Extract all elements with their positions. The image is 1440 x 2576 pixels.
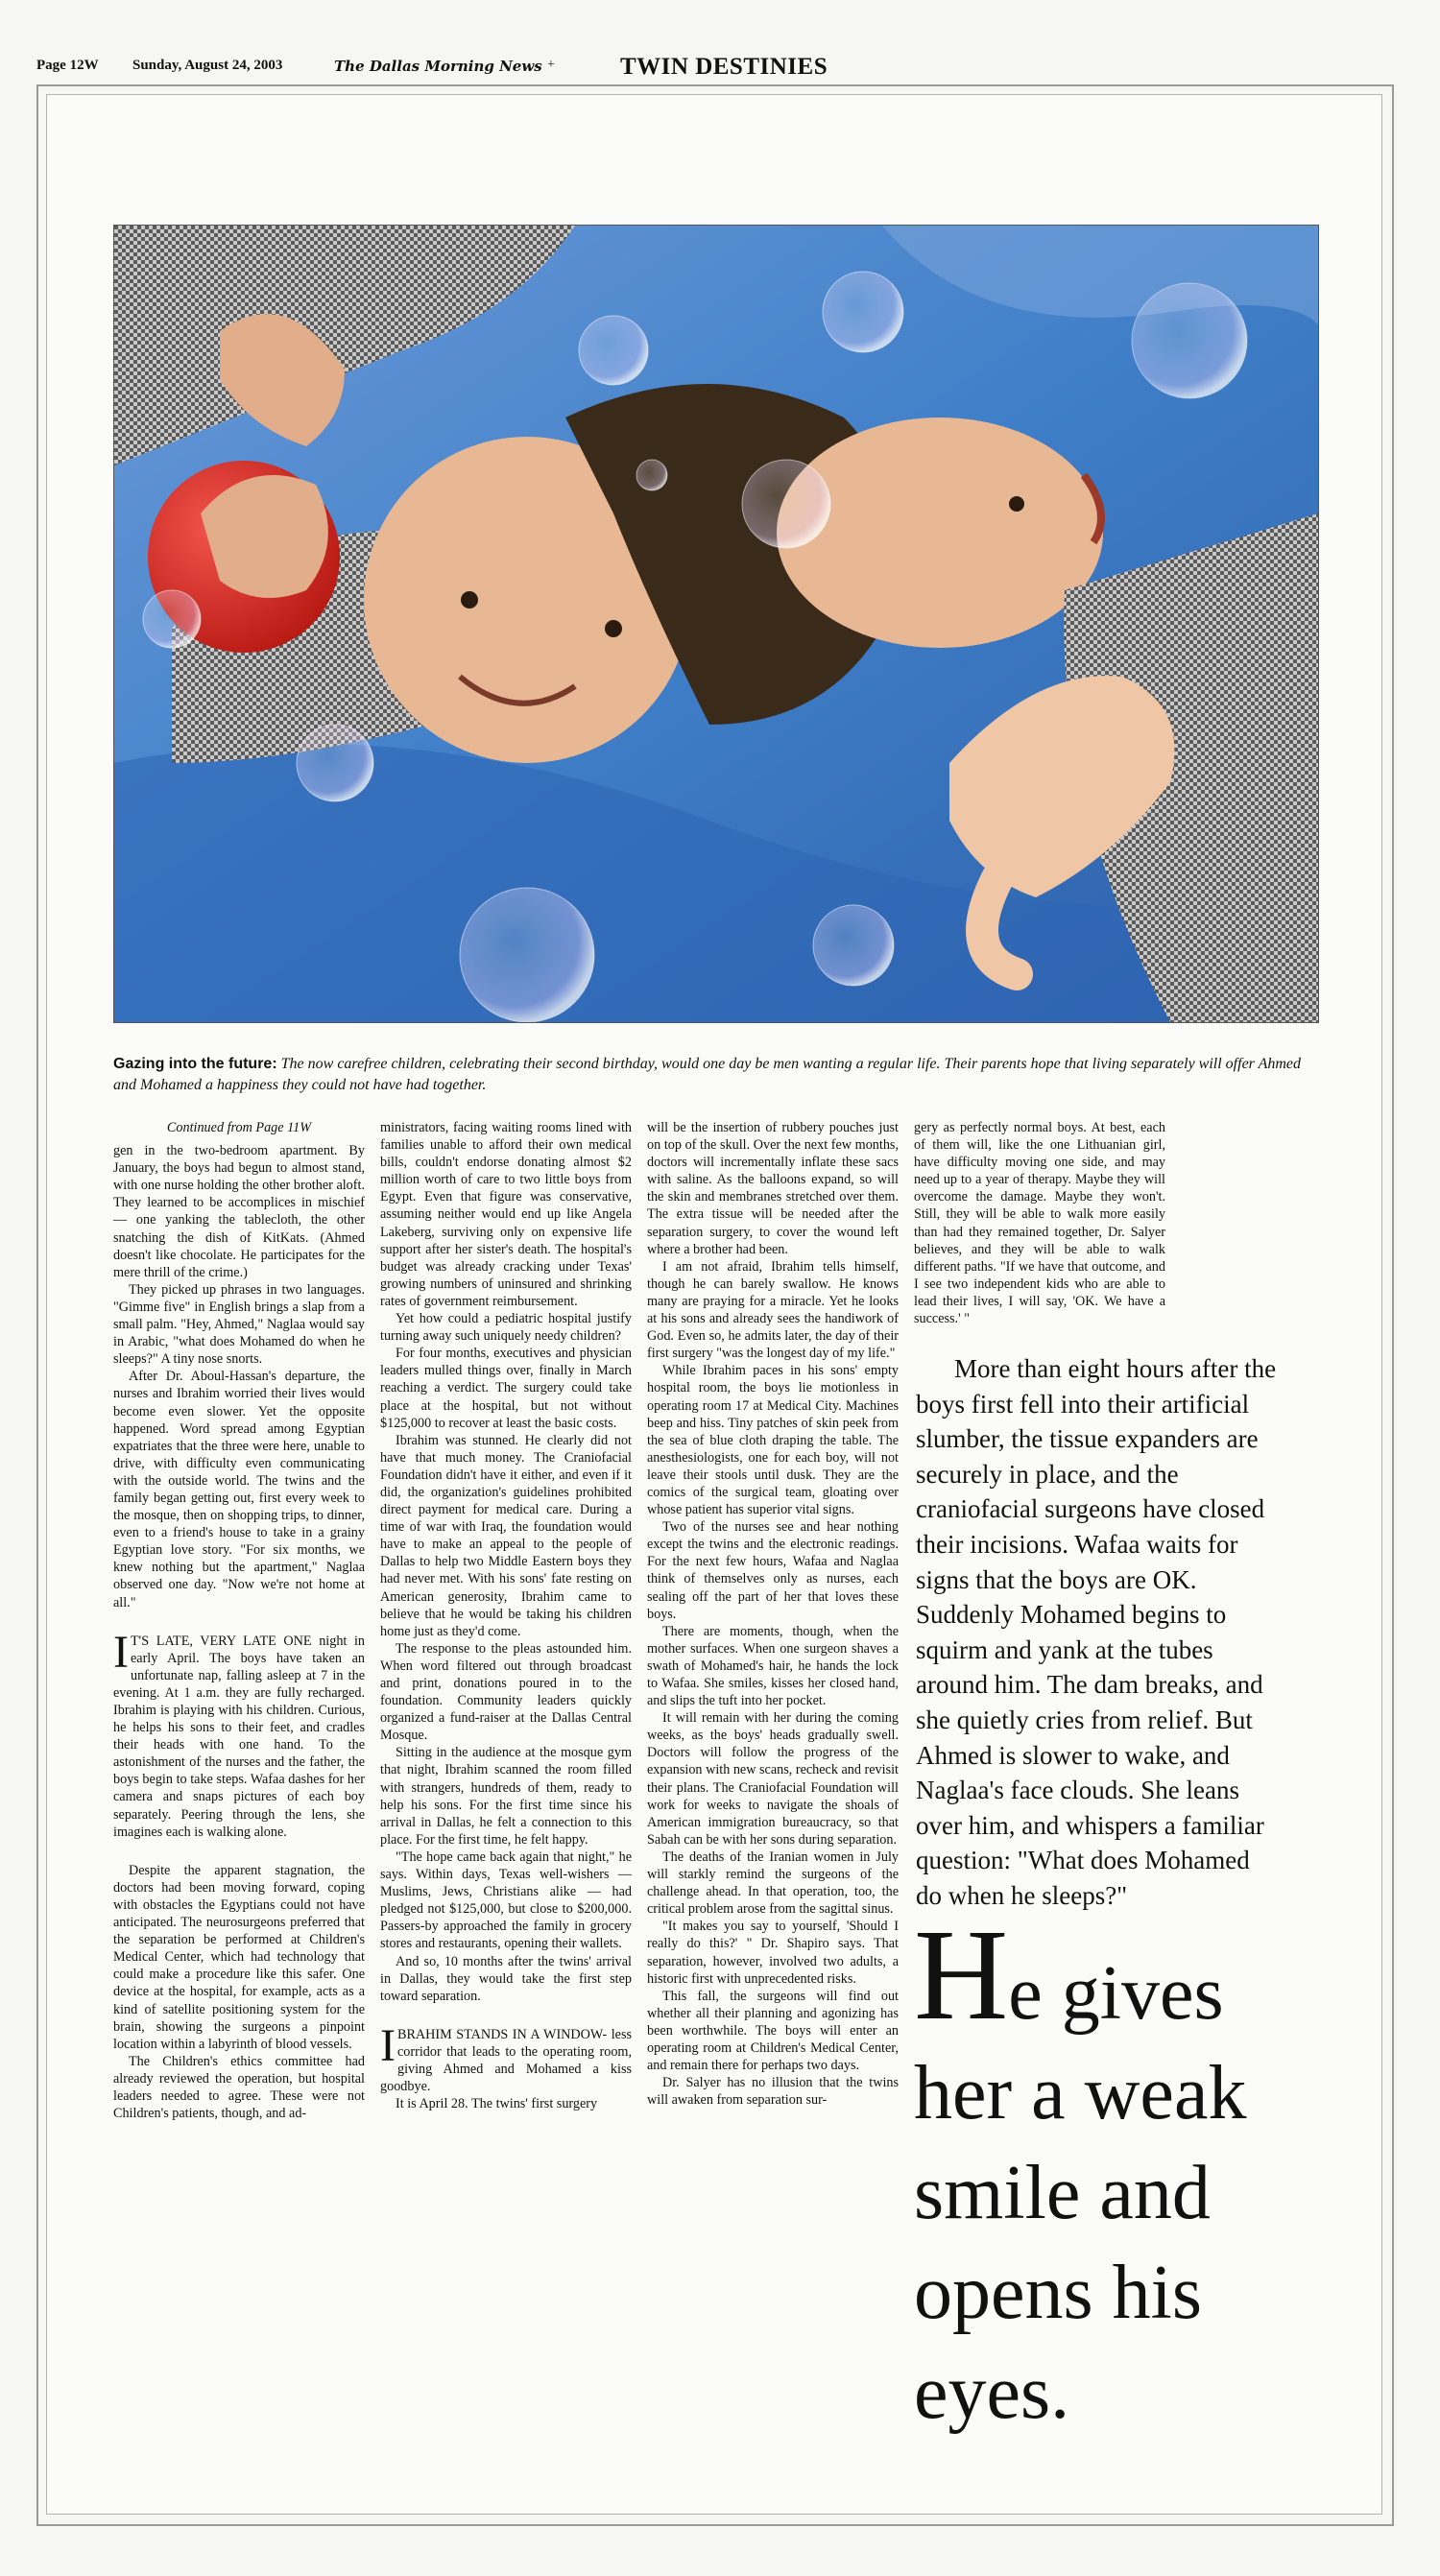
paragraph: The response to the pleas astounded him. When word filtered out through broadcast and print, donations poured in to the foundation. Community leaders quickly organized a fund-raiser at the Dallas Central Mosque.: [380, 1640, 632, 1744]
closing-initial: H: [914, 1903, 1009, 2047]
paragraph: "The hope came back again that night," he says. Within days, Texas well-wishers — Muslims, Jews, Christians alike — had pledged not $125,000, but close to $200,000. Passers-by approached the family in grocery stores and restaurants, opening their wallets.: [380, 1849, 632, 1952]
paragraph: Despite the apparent stagnation, the doctors had been moving forward, coping with obstacles the Egyptians could not have anticipated. The neurosurgeons preferred that the separation be performed at Children's Medical Center, which had technology that could make a procedure like this safer. One device at the hospital, for example, acts as a kind of satellite positioning system for the brain, showing the surgeons a pinpoint location within a labyrinth of blood vessels.: [113, 1862, 365, 2052]
paragraph: ministrators, facing waiting rooms lined with families unable to afford their own medical bills, couldn't endorse donating almost $2 million worth of care to two little boys from Egypt. Even that figure was conservative, assuming neither would end up like Angela Lakeberg, surviving only on expensive life support after her sister's death. The hospital's budget was already cracking under Texas' growing numbers of uninsured and shrinking rates of government reimbursement.: [380, 1120, 632, 1309]
article-column-2: [380, 1119, 632, 2112]
twins-photo: [113, 225, 1319, 1023]
large-type-text: More than eight hours after the boys first fell into their artificial slumber, the tissue expanders are securely in place, and the craniofacial surgeons have closed their incisions. Wafaa waits for signs that the boys are OK. Suddenly Mohamed begins to squirm and yank at the tubes around him. The dam breaks, and she quietly cries from relief. But Ahmed is slower to wake, and Naglaa's face clouds. She leans over him, and whispers a familiar question: "What does Mohamed do when he sleeps?": [916, 1354, 1277, 1910]
paragraph: Sitting in the audience at the mosque gym that night, Ibrahim scanned the room filled with strangers, hundreds of them, ready to help his sons. For the first time since his arrival in Dallas, he felt a connection to this place. For the first time, he felt happy.: [380, 1745, 632, 1848]
photo-caption: [113, 1054, 1323, 1096]
caption-text: The now carefree children, celebrating their second birthday, would one day be men wanting a regular life. Their parents hope that living separately will offer Ahmed and Mohamed a happiness they could not have had together.: [113, 1056, 1302, 1093]
page-number: Page 12W: [36, 58, 99, 73]
lead-in-caps: T'S LATE, VERY LATE ONE: [130, 1633, 312, 1649]
drop-cap: I: [113, 1626, 129, 1678]
paragraph: It is April 28. The twins' first surgery: [396, 2096, 598, 2112]
article-column-1: [113, 1119, 365, 2122]
paragraph: Ibrahim was stunned. He clearly did not have that much money. The Craniofacial Foundation didn't have it either, and even if it did, the organization's guidelines prohibited direct payment for medical care. During a time of war with Iraq, the foundation would have to make an appeal to the people of Dallas to help two Middle Eastern boys they had never met. With his sons' fate resting on American generosity, Ibrahim came to believe that he would be taking his children home just as they'd come.: [380, 1432, 632, 1639]
paragraph: This fall, the surgeons will find out whether all their planning and agonizing has been worthwhile. The boys will enter an operating room at Children's Medical Center, and remain there for perhaps two days.: [647, 1988, 899, 2074]
page-header: [36, 54, 1404, 83]
twins-photo-illustration: [114, 226, 1318, 1022]
paragraph: gen in the two-bedroom apartment. By January, the boys had begun to almost stand, with one nurse holding the other brother aloft. They learned to be accomplices in mischief — one yanking the tablecloth, the other snatching the dish of KitKats. (Ahmed doesn't like chocolate. He participates for the mere thrill of the crime.): [113, 1143, 365, 1280]
drop-cap: I: [380, 2019, 396, 2071]
issue-date: Sunday, August 24, 2003: [132, 58, 283, 73]
paragraph: There are moments, though, when the mother surfaces. When one surgeon shaves a swath of Mohamed's hair, he hands the lock to Wafaa. She smiles, kisses her closed hand, and slips the tuft into her pocket.: [647, 1623, 899, 1709]
paragraph: The deaths of the Iranian women in July will starkly remind the surgeons of the challenge ahead. In that operation, too, the critical problem arose from the sagittal sinus.: [647, 1849, 899, 1918]
paragraph: They picked up phrases in two languages. "Gimme five" in English brings a slap from a small palm. "Hey, Ahmed," Naglaa would say in Arabic, "what does Mohamed do when he sleeps?" A tiny nose snorts.: [113, 1281, 365, 1368]
paragraph: The Children's ethics committee had already reviewed the operation, but hospital leaders needed to agree. These were not Children's patients, though, and ad-: [113, 2053, 365, 2122]
paragraph-text: less corridor that leads to the operating room, giving Ahmed and Mohamed a kiss goodbye.: [380, 2026, 632, 2095]
closing-text: e gives her a weak smile and opens his eyes.: [914, 1951, 1247, 2435]
paragraph: It will remain with her during the coming weeks, as the boys' heads gradually swell. Doctors will follow the progress of the expansion with new scans, recheck and revisit their plans. The Craniofacial Foundation will work for weeks to navigate the shoals of American immigration bureaucracy, so that Sabah can be with her sons during separation.: [647, 1710, 899, 1848]
newspaper-name: The Dallas Morning News: [334, 58, 542, 75]
closing-line: [914, 1903, 1317, 2443]
paragraph: For four months, executives and physician leaders mulled things over, finally in March reaching a verdict. The surgery could take place at the hospital, but not without $125,000 to recover at least the basic costs.: [380, 1346, 632, 1431]
section-break-paragraph: [380, 2019, 632, 2095]
paragraph: I am not afraid, Ibrahim tells himself, though he can barely swallow. He knows many are praying for a miracle. Yet he looks at his sons and already sees the handiwork of God. Even so, he admits later, the day of their first surgery "was the longest day of my life.": [647, 1258, 899, 1362]
lead-in-caps: BRAHIM STANDS IN A WINDOW-: [396, 2026, 608, 2042]
continued-note: Continued from Page 11W: [166, 1120, 312, 1135]
section-title: TWIN DESTINIES: [620, 54, 828, 80]
paragraph: Dr. Salyer has no illusion that the twins will awaken from separation sur-: [647, 2075, 899, 2109]
paragraph: Yet how could a pediatric hospital justify turning away such uniquely needy children?: [380, 1311, 632, 1345]
paragraph: While Ibrahim paces in his sons' empty hospital room, the boys lie motionless in operating room 17 at Medical City. Machines beep and hiss. Tiny patches of skin peek from the sea of blue cloth draping the table. The anesthesiologists, one for each boy, will not leave their stools until dusk. They are the comics of the surgical team, gloating over whose patient has superior vital signs.: [647, 1363, 899, 1518]
article-column-3: [647, 1119, 899, 2109]
edition-symbol: +: [547, 58, 555, 72]
paragraph: After Dr. Aboul-Hassan's departure, the nurses and Ibrahim worried their lives would become even slower. Yet the opposite happened. Word spread among Egyptian expatriates that the three were here, unable to drive, with difficulty even communicating with the outside world. The twins and the family began getting out, first every week to the mosque, then on shopping trips, to dinner, even to a friend's house to take in a grainy Egyptian love story. "For six months, we knew nothing but the apartment," Naglaa observed one day. "Now we're not home at all.": [113, 1369, 365, 1610]
caption-lead: Gazing into the future:: [113, 1056, 277, 1072]
paragraph: "It makes you say to yourself, 'Should I really do this?' " Dr. Shapiro says. That separation, however, involved two adults, a historic first with unprecedented risks.: [647, 1919, 899, 1987]
paragraph: gery as perfectly normal boys. At best, each of them will, like the one Lithuanian girl, have difficulty moving one side, and may need up to a year of therapy. Maybe they will overcome the damage. Maybe they won't. Still, they will be able to walk more easily than had they remained together, Dr. Salyer believes, and they will be able to walk different paths. "If we have that outcome, and I see two independent kids who are able to lead their lives, I will say, 'OK. We have a success.' ": [914, 1120, 1165, 1327]
paragraph: And so, 10 months after the twins' arrival in Dallas, they would take the first step toward separation.: [380, 1953, 632, 2004]
paragraph: will be the insertion of rubbery pouches just on top of the skull. Over the next few months, doctors will incrementally inflate these sacs with saline. As the balloons expand, so will the skin and membranes stretched over them. The extra tissue will be needed after the separation surgery, to cover the wound left where a brother had been.: [647, 1120, 899, 1257]
large-type-passage: [916, 1351, 1281, 1914]
paragraph: Two of the nurses see and hear nothing except the twins and the electronic readings. For the next few hours, Wafaa and Naglaa think of themselves only as nurses, each sealing off the part of her that loves these boys.: [647, 1519, 899, 1622]
paragraph-text: night in early April. The boys have taken an unfortunate nap, falling asleep at 7 in the evening. At 1 a.m. they are fully recharged. Ibrahim is playing with his children. Curious, he helps his sons to their feet, and cradles their heads with one hand. To the astonishment of the nurses and the father, the boys begin to take steps. Wafaa dashes for her camera and snaps pictures of each boy separately. Peering through the lens, she imagines each is walking alone.: [113, 1633, 366, 1840]
article-column-4: [914, 1119, 1165, 1327]
section-break-paragraph: [113, 1626, 366, 1841]
right-twin-face: [777, 417, 1103, 648]
